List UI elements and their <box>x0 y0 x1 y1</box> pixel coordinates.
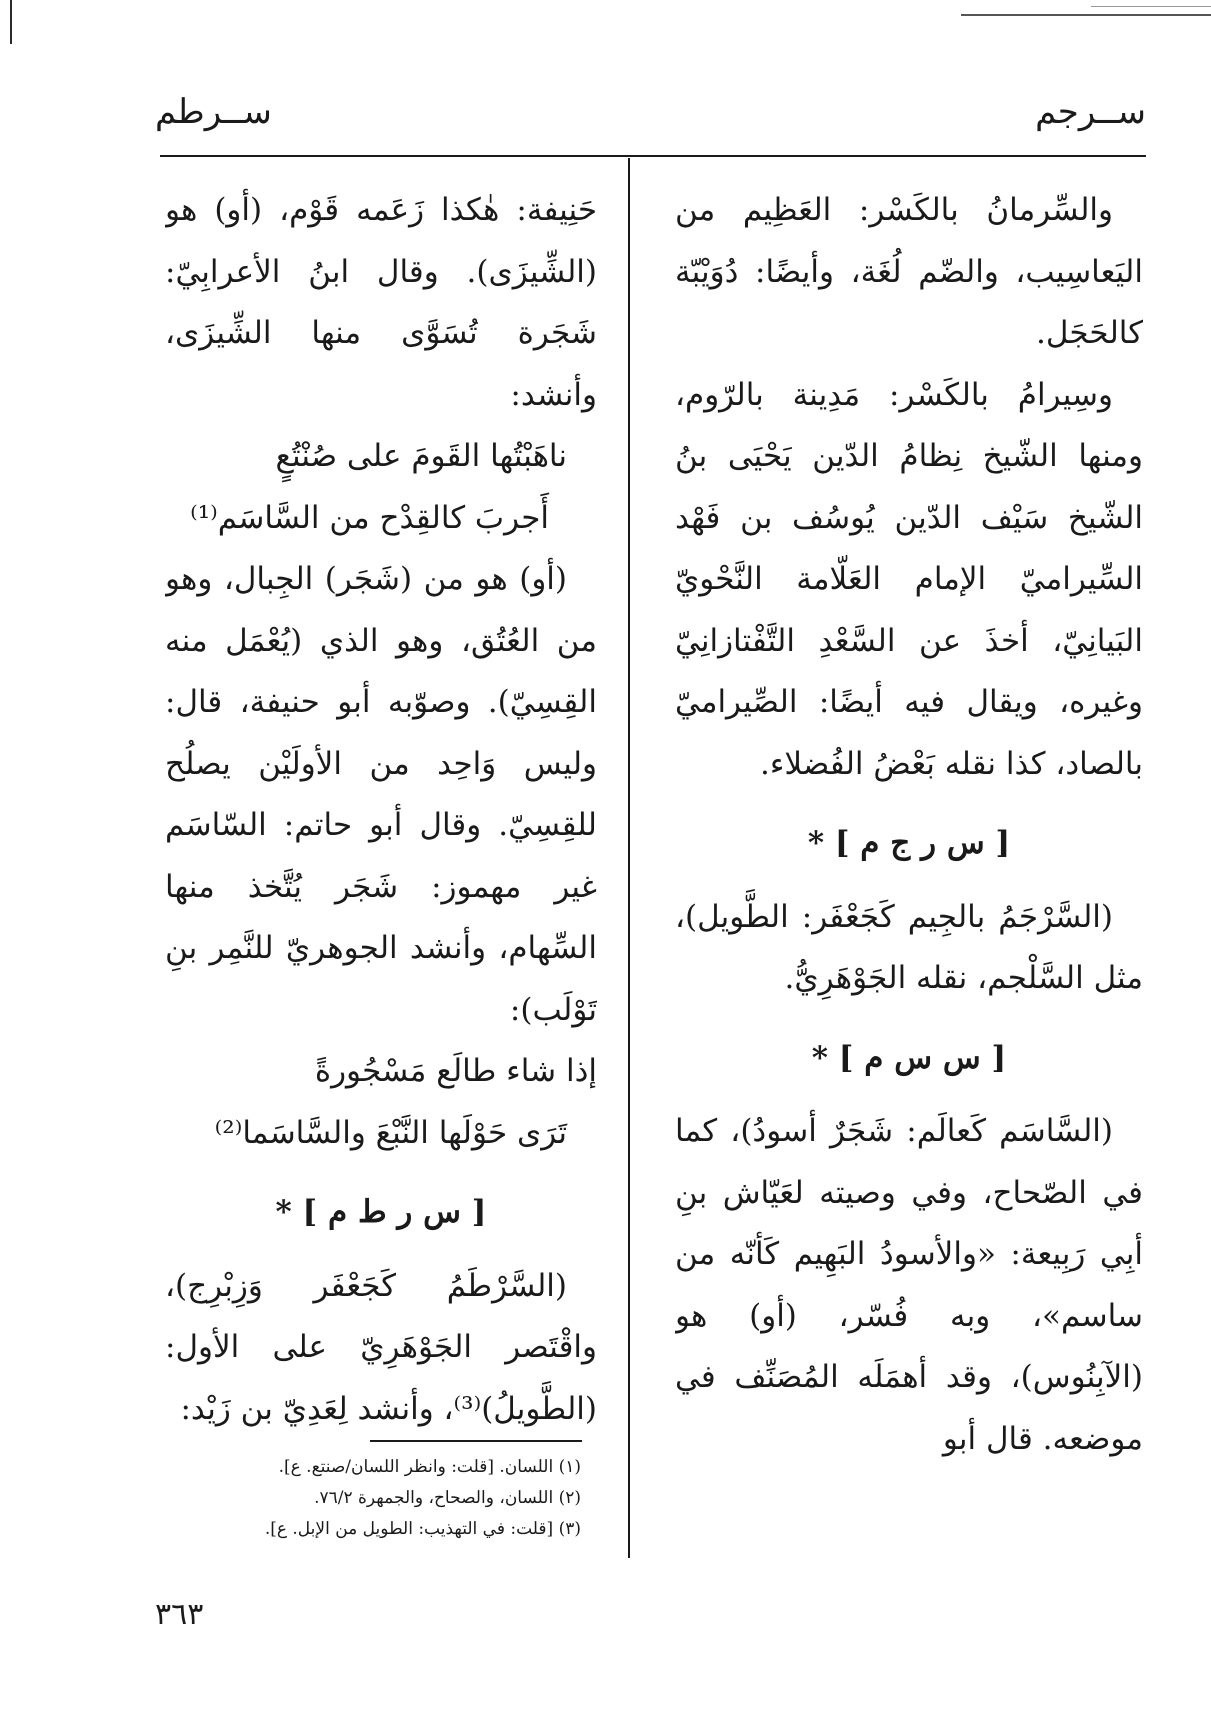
page-number: ٣٦٣ <box>155 1597 204 1632</box>
paragraph: والسِّرمانُ بالكَسْر: العَظِيم من اليَعاسِيب، والضّم لُغَة، وأيضًا: دُوَيْبّة كالحَجَل. <box>675 192 1143 351</box>
paragraph: (السَّرْطَمُ كَجَعْفَر وَزِبْرِج)، واقْتَصر الجَوْهَرِيّ على الأول: (الطَّويلُ)⁽³⁾، وأنشد لِعَدِيّ بن زَيْد: <box>165 1267 597 1427</box>
verse-line: إذا شاء طالَع مَسْجُورةً <box>314 1053 597 1089</box>
header-rule <box>160 155 1146 157</box>
footnote: (١) اللسان. [قلت: وانظر اللسان/صنتع. ع]. <box>278 1457 581 1477</box>
scan-top-line <box>961 14 1211 16</box>
running-head-left: ســرطم <box>155 92 272 132</box>
footnote: (٢) اللسان، والصحاح، والجمهرة ٧٦/٢. <box>314 1488 581 1508</box>
paragraph: (السَّاسَم كَعالَم: شَجَرٌ أسودُ)، كما في الصّحاح، وفي وصيته لعَيّاش بنِ أبِي رَبِيعة: «والأسودُ البَهِيم كَأنّه من ساسم»، وبه فُسّر، (أو) هو (الآبِنُوس)، وقد أهمَلَه المُصَنِّف في موضعه. قال أبو <box>675 1113 1143 1457</box>
entry-heading: [ س ر ج م ] * <box>807 825 1011 861</box>
left-column <box>165 180 597 1540</box>
scan-edge-mark <box>10 0 12 44</box>
footnote: (٣) [قلت: في التهذيب: الطويل من الإبل. ع]. <box>264 1519 581 1539</box>
entry-heading: [ س ر ط م ] * <box>275 1194 487 1230</box>
column-divider <box>628 158 630 1558</box>
verse-line: تَرَى حَوْلَها النَّبْعَ والسَّاسَما⁽²⁾ <box>214 1114 567 1151</box>
footnote-rule <box>370 1440 582 1442</box>
scan-top-line-faint <box>1091 6 1211 7</box>
paragraph: (السَّرْجَمُ بالجِيم كَجَعْفَر: الطَّويل)، مثل السَّلْجم، نقله الجَوْهَرِيُّ. <box>675 898 1143 996</box>
running-head-right: ســرجم <box>1035 92 1146 132</box>
entry-heading: [ س س م ] * <box>811 1039 1007 1076</box>
paragraph: حَنِيفة: هٰكذا زَعَمه قَوْم، (أو) هو (الشِّيزَى). وقال ابنُ الأعرابِيّ: شَجَرة تُسَوَّى منها الشِّيزَى، وأنشد: <box>165 192 597 413</box>
footnotes <box>151 1452 581 1545</box>
right-column <box>675 180 1143 1540</box>
paragraph: وسِيرامُ بالكَسْر: مَدِينة بالرّوم، ومنها الشّيخ نِظامُ الدّين يَحْيَى بنُ الشّيخ سَيْف الدّين يُوسُف بن فَهْد السِّيراميّ الإمام العَلّامة النَّحْويّ البَيانِيّ، أخذَ عن السَّعْدِ التَّفْتازانِيّ وغيره، ويقال فيه أيضًا: الصِّيراميّ بالصاد، كذا نقله بَعْضُ الفُضلاء. <box>675 376 1143 782</box>
verse-line: أَجربَ كالقِدْح من السَّاسَم⁽¹⁾ <box>190 499 549 536</box>
paragraph: (أو) هو من (شَجَر) الجِبال، وهو من العُتُق، وهو الذي (يُعْمَل منه القِسِيّ). وصوّبه أبو حنيفة، قال: وليس وَاحِد من الأولَيْن يصلُح للقِسِيّ. وقال أبو حاتم: السّاسَم غير مهموز: شَجَر يُتَّخذ منها السِّهام، وأنشد الجوهريّ للنَّمِر بنِ تَوْلَب): <box>165 561 597 1028</box>
verse-line: ناهَبْتُها القَومَ على صُنْتُعٍ <box>275 438 567 474</box>
